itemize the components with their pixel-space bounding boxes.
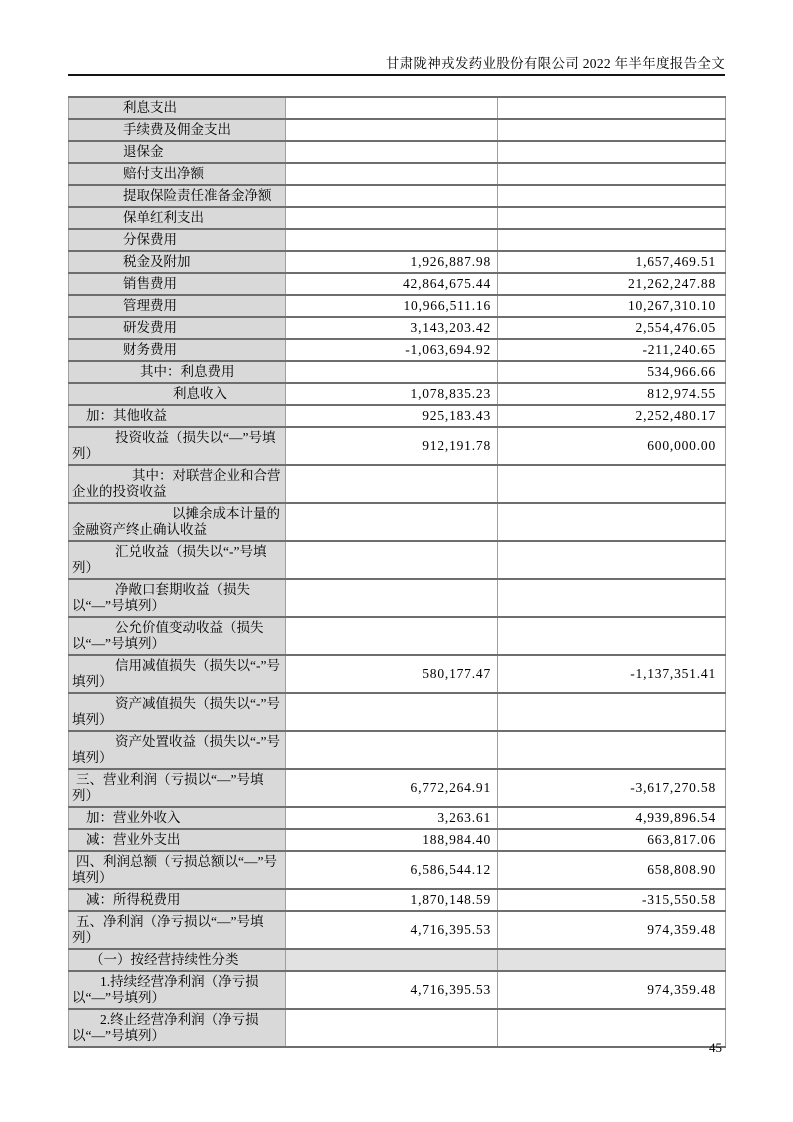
table-row — [69, 163, 726, 185]
table-row — [69, 427, 726, 465]
row-label: 2.终止经营净利润（净亏损以“—”号填列） — [69, 1009, 286, 1047]
row-amount-col2: 1,078,835.23 — [286, 383, 498, 405]
row-amount-col2 — [286, 1009, 498, 1047]
row-amount-col3 — [498, 141, 726, 163]
row-label: 退保金 — [69, 141, 286, 163]
table-row — [69, 1009, 726, 1047]
row-amount-col3 — [498, 617, 726, 655]
row-amount-col3: 4,939,896.54 — [498, 807, 726, 829]
row-amount-col2 — [286, 163, 498, 185]
table-row — [69, 807, 726, 829]
row-amount-col3 — [498, 503, 726, 541]
row-label: 其中：利息费用 — [69, 361, 286, 383]
row-label: 减：营业外支出 — [69, 829, 286, 851]
row-amount-col2 — [286, 949, 498, 971]
row-amount-col2: 580,177.47 — [286, 655, 498, 693]
row-label: 提取保险责任准备金净额 — [69, 185, 286, 207]
income-statement-table — [68, 96, 726, 1048]
row-label: 利息支出 — [69, 97, 286, 119]
row-amount-col3: -3,617,270.58 — [498, 769, 726, 807]
row-label: 手续费及佣金支出 — [69, 119, 286, 141]
row-label: 财务费用 — [69, 339, 286, 361]
row-amount-col2 — [286, 617, 498, 655]
table-row — [69, 295, 726, 317]
page-number: 45 — [709, 1040, 722, 1055]
table-row — [69, 693, 726, 731]
table-row — [69, 229, 726, 251]
table-row — [69, 405, 726, 427]
row-amount-col3: 600,000.00 — [498, 427, 726, 465]
row-amount-col3 — [498, 1009, 726, 1047]
table-row — [69, 273, 726, 295]
row-amount-col2 — [286, 361, 498, 383]
table-row — [69, 971, 726, 1009]
row-amount-col3 — [498, 693, 726, 731]
row-amount-col3 — [498, 185, 726, 207]
row-label: 减：所得税费用 — [69, 889, 286, 911]
row-amount-col3: -315,550.58 — [498, 889, 726, 911]
row-amount-col3: -211,240.65 — [498, 339, 726, 361]
row-amount-col2: 3,263.61 — [286, 807, 498, 829]
table-row — [69, 911, 726, 949]
row-label: 资产处置收益（损失以“-”号填列） — [69, 731, 286, 769]
row-amount-col3 — [498, 207, 726, 229]
row-label: 三、营业利润（亏损以“—”号填列） — [69, 769, 286, 807]
row-label: 利息收入 — [69, 383, 286, 405]
row-amount-col2 — [286, 503, 498, 541]
row-label: （一）按经营持续性分类 — [69, 949, 286, 971]
row-amount-col2: 4,716,395.53 — [286, 911, 498, 949]
table-row — [69, 141, 726, 163]
table-row — [69, 339, 726, 361]
row-amount-col2: -1,063,694.92 — [286, 339, 498, 361]
row-amount-col2 — [286, 465, 498, 503]
row-amount-col2: 912,191.78 — [286, 427, 498, 465]
row-amount-col3: 663,817.06 — [498, 829, 726, 851]
row-amount-col2 — [286, 541, 498, 579]
row-label: 加：营业外收入 — [69, 807, 286, 829]
row-label: 税金及附加 — [69, 251, 286, 273]
table-row — [69, 317, 726, 339]
table-row — [69, 119, 726, 141]
row-amount-col2 — [286, 207, 498, 229]
table-row — [69, 851, 726, 889]
row-amount-col2 — [286, 579, 498, 617]
row-amount-col3: 2,252,480.17 — [498, 405, 726, 427]
row-amount-col3 — [498, 579, 726, 617]
row-label: 净敞口套期收益（损失以“—”号填列） — [69, 579, 286, 617]
row-amount-col2: 188,984.40 — [286, 829, 498, 851]
row-label: 汇兑收益（损失以“-”号填列） — [69, 541, 286, 579]
row-amount-col2: 6,772,264.91 — [286, 769, 498, 807]
row-amount-col3 — [498, 731, 726, 769]
row-amount-col2 — [286, 229, 498, 251]
row-amount-col3 — [498, 163, 726, 185]
table-row — [69, 503, 726, 541]
row-label: 投资收益（损失以“—”号填列） — [69, 427, 286, 465]
table-row — [69, 97, 726, 119]
row-amount-col2: 1,870,148.59 — [286, 889, 498, 911]
row-amount-col3: 1,657,469.51 — [498, 251, 726, 273]
row-label: 保单红利支出 — [69, 207, 286, 229]
table-row — [69, 949, 726, 971]
row-label: 销售费用 — [69, 273, 286, 295]
header-divider — [68, 74, 725, 76]
row-amount-col2 — [286, 119, 498, 141]
row-amount-col3 — [498, 541, 726, 579]
row-amount-col2: 42,864,675.44 — [286, 273, 498, 295]
row-amount-col3 — [498, 229, 726, 251]
table-row — [69, 361, 726, 383]
row-amount-col2: 925,183.43 — [286, 405, 498, 427]
row-amount-col2 — [286, 185, 498, 207]
report-header-title: 甘肃陇神戎发药业股份有限公司 2022 年半年度报告全文 — [385, 56, 725, 71]
table-row — [69, 579, 726, 617]
row-amount-col3: 658,808.90 — [498, 851, 726, 889]
row-amount-col3 — [498, 97, 726, 119]
row-label: 其中：对联营企业和合营企业的投资收益 — [69, 465, 286, 503]
row-label: 以摊余成本计量的金融资产终止确认收益 — [69, 503, 286, 541]
row-label: 四、利润总额（亏损总额以“—”号填列） — [69, 851, 286, 889]
row-amount-col3 — [498, 119, 726, 141]
table-row — [69, 207, 726, 229]
row-amount-col2 — [286, 141, 498, 163]
table-row — [69, 889, 726, 911]
row-label: 信用减值损失（损失以“-”号填列） — [69, 655, 286, 693]
table-row — [69, 731, 726, 769]
table-row — [69, 465, 726, 503]
row-label: 分保费用 — [69, 229, 286, 251]
row-amount-col3: 534,966.66 — [498, 361, 726, 383]
row-amount-col2 — [286, 731, 498, 769]
row-label: 研发费用 — [69, 317, 286, 339]
row-label: 资产减值损失（损失以“-”号填列） — [69, 693, 286, 731]
row-amount-col3: 2,554,476.05 — [498, 317, 726, 339]
table-row — [69, 655, 726, 693]
row-amount-col2 — [286, 693, 498, 731]
row-amount-col3: 21,262,247.88 — [498, 273, 726, 295]
row-amount-col3: 10,267,310.10 — [498, 295, 726, 317]
table-row — [69, 185, 726, 207]
row-label: 五、净利润（净亏损以“—”号填列） — [69, 911, 286, 949]
table-row — [69, 251, 726, 273]
row-amount-col3: 974,359.48 — [498, 971, 726, 1009]
row-label: 管理费用 — [69, 295, 286, 317]
table-row — [69, 769, 726, 807]
row-amount-col3 — [498, 465, 726, 503]
row-amount-col2: 4,716,395.53 — [286, 971, 498, 1009]
row-amount-col2: 10,966,511.16 — [286, 295, 498, 317]
row-amount-col2: 1,926,887.98 — [286, 251, 498, 273]
row-amount-col3: 812,974.55 — [498, 383, 726, 405]
row-label: 公允价值变动收益（损失以“—”号填列） — [69, 617, 286, 655]
table-row — [69, 829, 726, 851]
row-amount-col2 — [286, 97, 498, 119]
row-amount-col3: 974,359.48 — [498, 911, 726, 949]
table-row — [69, 383, 726, 405]
row-label: 1.持续经营净利润（净亏损以“—”号填列） — [69, 971, 286, 1009]
row-amount-col3 — [498, 949, 726, 971]
row-amount-col3: -1,137,351.41 — [498, 655, 726, 693]
row-amount-col2: 6,586,544.12 — [286, 851, 498, 889]
table-row — [69, 617, 726, 655]
row-label: 加：其他收益 — [69, 405, 286, 427]
row-amount-col2: 3,143,203.42 — [286, 317, 498, 339]
row-label: 赔付支出净额 — [69, 163, 286, 185]
table-row — [69, 541, 726, 579]
